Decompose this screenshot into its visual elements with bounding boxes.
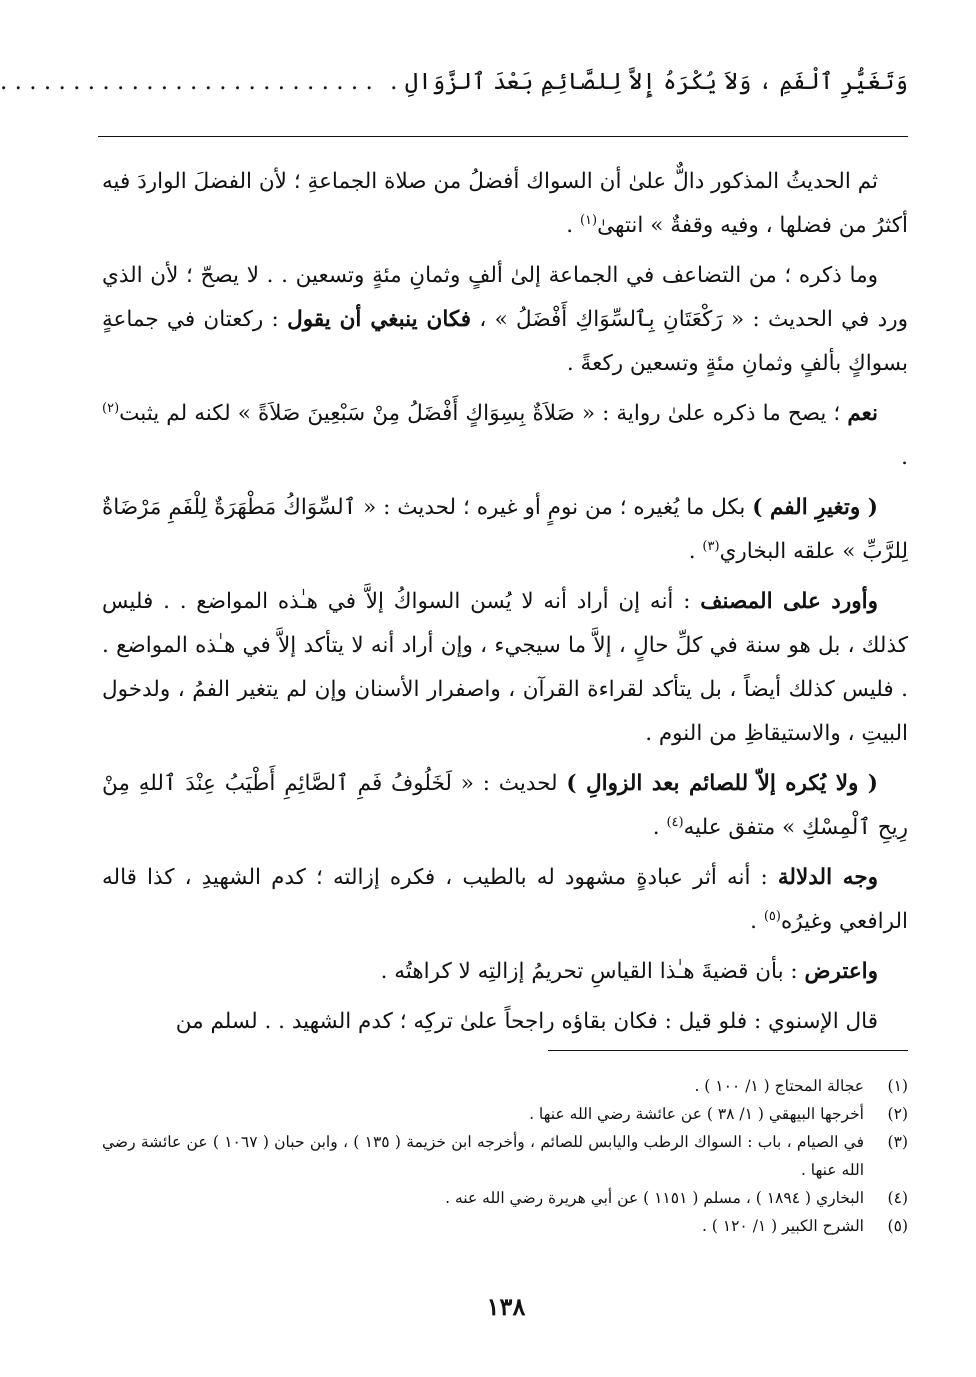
footnote-ref-4: (٤) [666, 814, 684, 830]
paragraph-6: ( ولا يُكره إلاّ للصائم بعد الزوالِ ) لحديث : « لَخَلُوفُ فَمِ ٱلصَّائِمِ أَطْيَبُ عِنْدَ ٱللهِ مِنْ رِيحِ ٱلْمِسْكِ » متفق عليه$^{(٤)}$ . [102, 771, 908, 840]
footnote-divider [548, 1050, 908, 1051]
footnote-number: (٤) [887, 1189, 908, 1207]
footnote-5 [102, 1212, 908, 1240]
footnote-3 [102, 1128, 908, 1184]
footnote-ref-5: (٥) [763, 908, 781, 924]
running-header [0, 62, 908, 102]
paragraph-2: وما ذكره ؛ من التضاعف في الجماعة إلىٰ ألفٍ وثمانِ مئةٍ وتسعين . . لا يصحّ ؛ لأن الذي ورد في الحديث : « رَكْعَتَانِ بِٱلسِّوَاكِ أَفْضَلُ » ، فكان ينبغي أن يقول : ركعتان في جماعةٍ بسواكٍ بألفٍ وثمانِ مئةٍ وتسعين ركعةً . [102, 263, 908, 376]
body-text [102, 160, 908, 1050]
footnote-text: عجالة المحتاج ( ١/ ١٠٠ ) . [694, 1077, 864, 1095]
paragraph-8: واعترض : بأن قضيةَ هـٰذا القياسِ تحريمُ إزالتِه لا كراهتُه . [380, 959, 878, 984]
paragraph-1: ثم الحديثُ المذكور دالٌّ علىٰ أن السواك أفضلُ من صلاة الجماعةِ ؛ لأن الفضلَ الواردَ فيه أكثرُ من فضلها ، وفيه وقفةٌ » انتهىٰ$^{(١)}$ . [102, 169, 908, 238]
footnote-text: أخرجها البيهقي ( ١/ ٣٨ ) عن عائشة رضي الله عنها . [529, 1105, 864, 1123]
footnote-text: في الصيام ، باب : السواك الرطب واليابس للصائم ، وأخرجه ابن خزيمة ( ١٣٥ ) ، وابن حبان ( ١٠٦٧ ) عن عائشة رضي الله عنها . [102, 1133, 864, 1179]
paragraph-4: ( وتغيرِ الفم ) بكل ما يُغيره ؛ من نومٍ أو غيره ؛ لحديث : « ٱلسِّوَاكُ مَطْهَرَةٌ لِلْفَمِ مَرْضَاةٌ لِلرَّبِّ » علقه البخاري$^{(٣)}$ . [102, 495, 908, 564]
running-header-text: وَتَغَيُّرِ ٱلْفَمِ ، وَلاَ يُكْرَهُ إِلاَّ لِلصَّائِمِ بَعْدَ ٱلزَّوَالِ . [390, 69, 908, 95]
paragraph-5: وأورد على المصنف : أنه إن أراد أنه لا يُسن السواكُ إلاَّ في هـٰذه المواضع . . فليس كذلك ، بل هو سنة في كلِّ حالٍ ، إلاَّ ما سيجيء ، وإن أراد أنه لا يتأكد إلاَّ في هـٰذه المواضع . . فليس كذلك أيضاً ، بل يتأكد لقراءة القرآن ، واصفرار الأسنان وإن لم يتغير الفمُ ، ولدخول البيتِ ، والاستيقاظِ من النوم . [102, 589, 908, 746]
header-divider [98, 136, 908, 137]
page-number: ١٣٨ [486, 1292, 526, 1321]
footnote-number: (١) [887, 1077, 908, 1095]
footnotes [102, 1072, 908, 1240]
running-header-dots: . . . . . . . . . . . . . . . . . . . . . . . . . . [0, 69, 373, 95]
footnote-number: (٥) [887, 1217, 908, 1235]
footnote-4 [102, 1184, 908, 1212]
footnote-2 [102, 1100, 908, 1128]
footnote-1 [102, 1072, 908, 1100]
paragraph-7: وجه الدلالة : أنه أثر عبادةٍ مشهود له بالطيب ، فكره إزالته ؛ كدم الشهيدِ ، كذا قاله الرافعي وغيرُه$^{(٥)}$ . [102, 865, 908, 934]
footnote-number: (٢) [887, 1105, 908, 1123]
footnote-text: البخاري ( ١٨٩٤ ) ، مسلم ( ١١٥١ ) عن أبي هريرة رضي الله عنه . [445, 1189, 864, 1207]
footnote-ref-3: (٣) [702, 538, 720, 554]
footnote-text: الشرح الكبير ( ١/ ١٢٠ ) . [701, 1217, 864, 1235]
footnote-ref-2: (٢) [102, 400, 120, 416]
paragraph-3: نعم ؛ يصح ما ذكره علىٰ رواية : « صَلاَةٌ بِسِوَاكٍ أَفْضَلُ مِنْ سَبْعِينَ صَلاَةً » لكنه لم يثبت$^{(٢)}$ . [102, 400, 908, 470]
paragraph-9: قال الإسنوي : فلو قيل : فكان بقاؤه راجحاً علىٰ تركِه ؛ كدم الشهيد . . لسلم من [175, 1009, 878, 1034]
footnote-number: (٣) [887, 1133, 908, 1151]
footnote-ref-1: (١) [579, 212, 598, 228]
